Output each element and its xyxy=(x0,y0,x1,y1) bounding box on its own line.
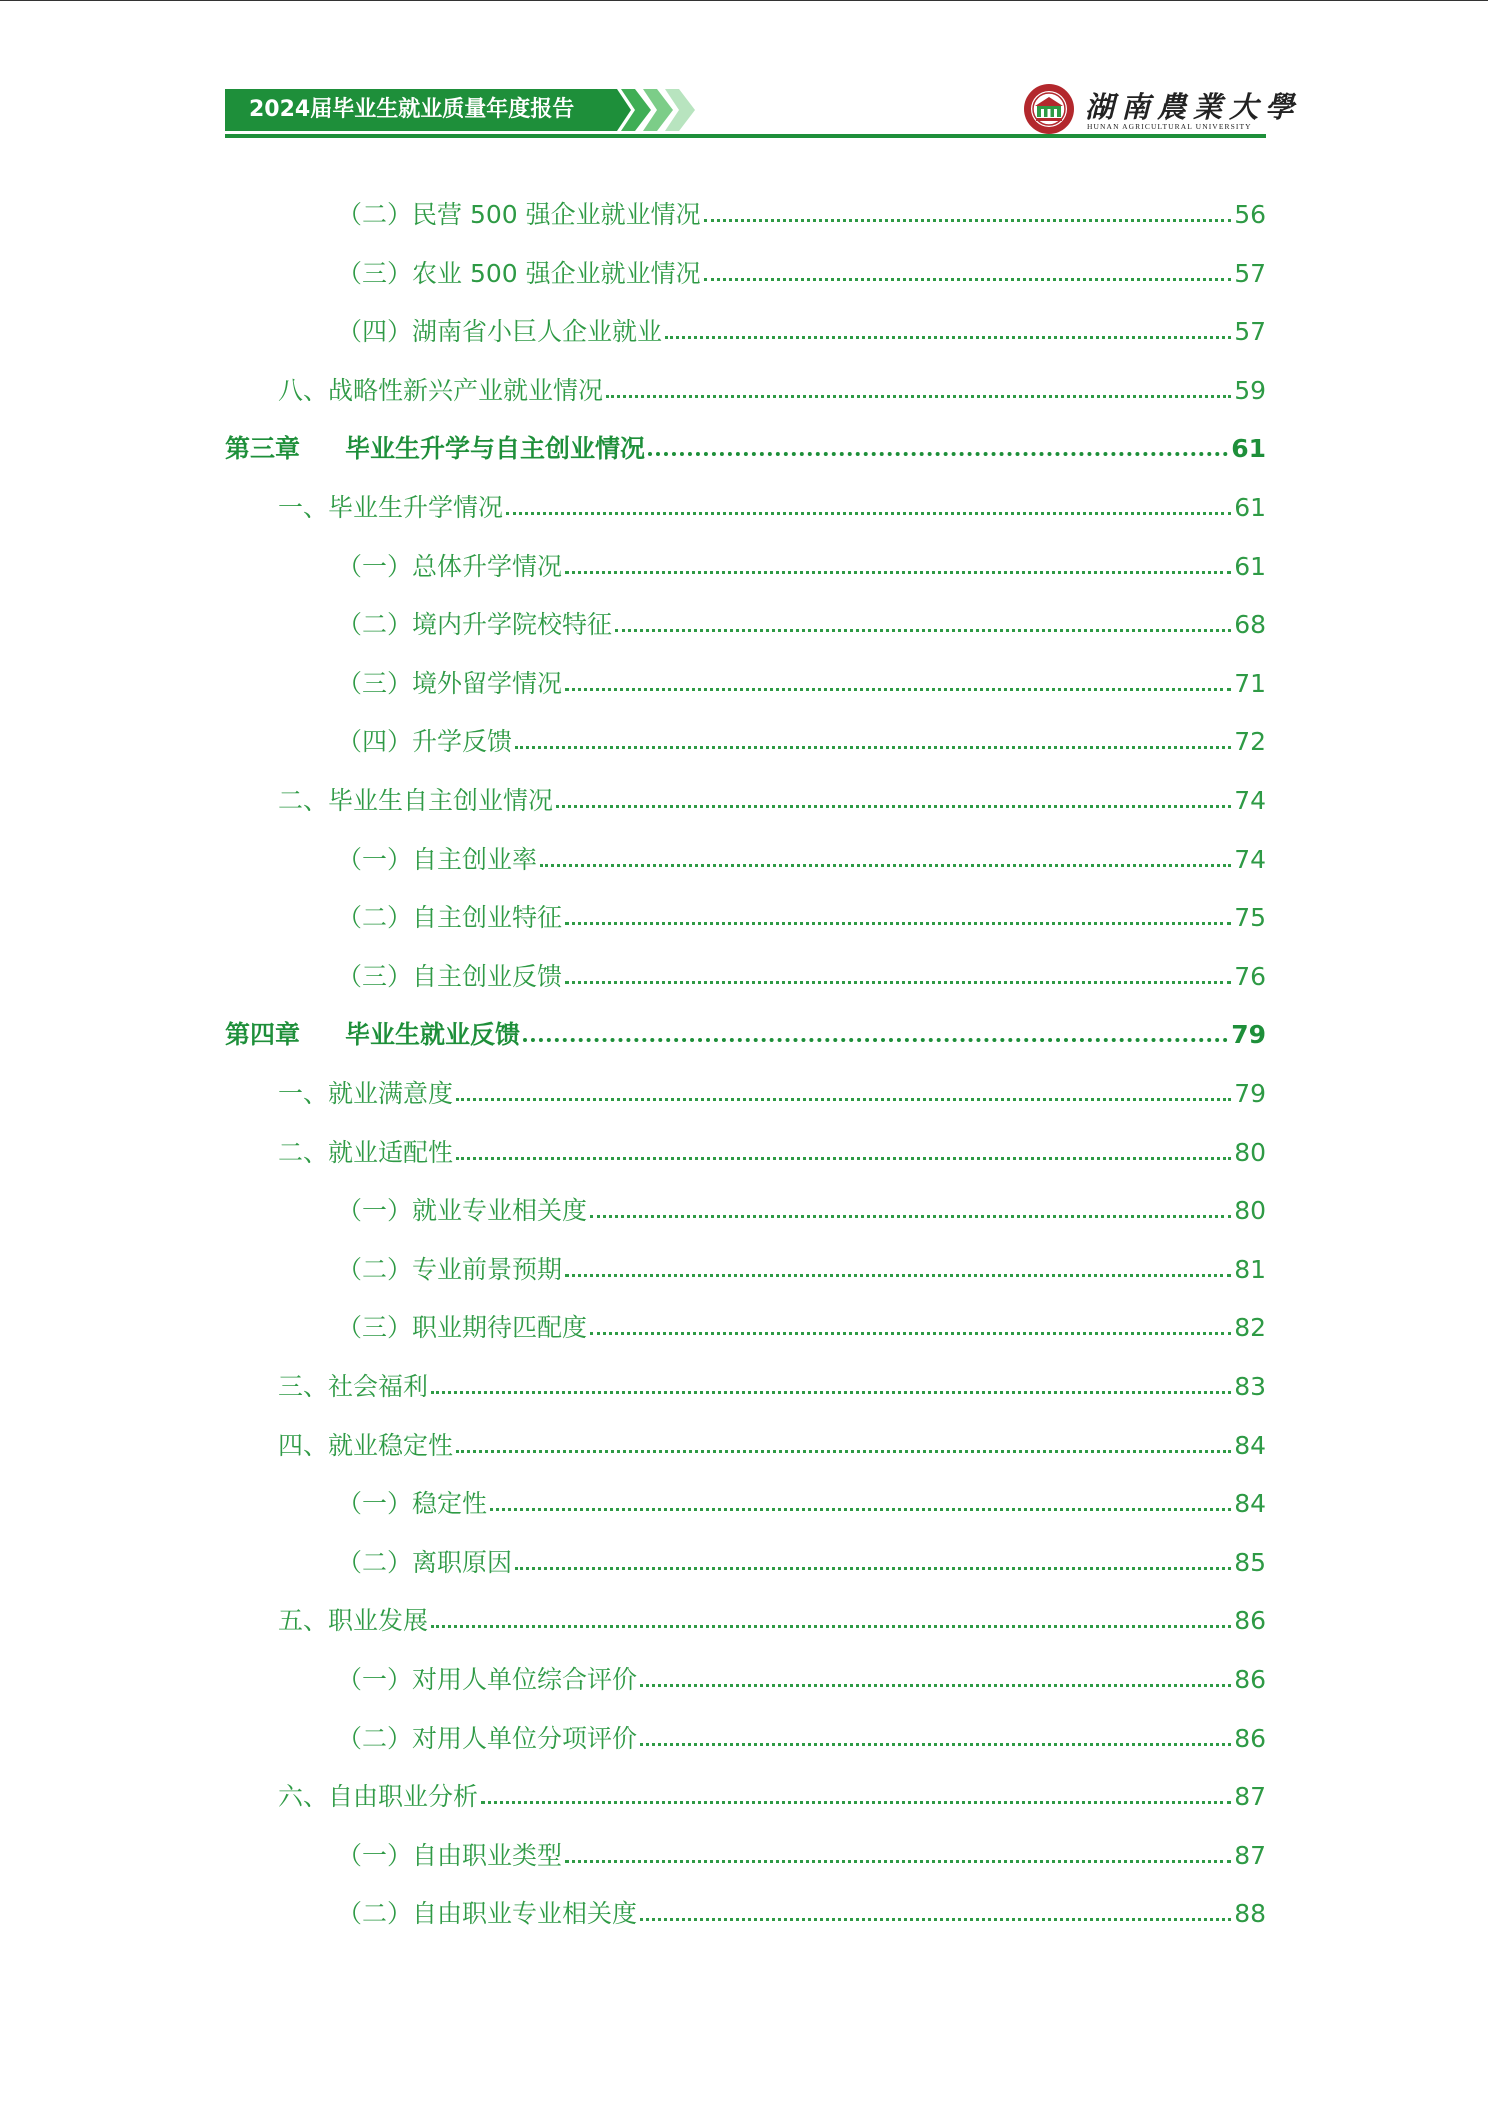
chapter-title: 毕业生升学与自主创业情况 xyxy=(345,434,646,464)
toc-entry[interactable] xyxy=(225,1245,1266,1285)
dot-leader xyxy=(565,922,1231,925)
dot-leader xyxy=(615,629,1231,632)
dot-leader xyxy=(523,1038,1228,1042)
toc-entry[interactable] xyxy=(225,893,1266,933)
dot-leader xyxy=(565,1860,1231,1863)
toc-entry-title: （二）对用人单位分项评价 xyxy=(337,1723,638,1753)
toc-page-number: 87 xyxy=(1234,1782,1266,1812)
dot-leader xyxy=(640,1918,1231,1921)
toc-entry[interactable] xyxy=(225,1714,1266,1754)
toc-page-number: 74 xyxy=(1234,786,1266,815)
toc-page-number: 85 xyxy=(1234,1547,1266,1577)
dot-leader xyxy=(515,746,1231,749)
toc-entry-title: （一）对用人单位综合评价 xyxy=(337,1665,638,1694)
toc-entry-title: （一）稳定性 xyxy=(337,1489,488,1519)
toc-page-number: 88 xyxy=(1234,1899,1266,1929)
dot-leader xyxy=(506,512,1231,515)
dot-leader xyxy=(565,981,1231,984)
dot-leader xyxy=(565,688,1231,691)
university-name-en: HUNAN AGRICULTURAL UNIVERSITY xyxy=(1087,122,1252,131)
toc-page-number: 61 xyxy=(1234,551,1266,581)
dot-leader xyxy=(431,1391,1231,1394)
toc-entry-title: （三）境外留学情况 xyxy=(337,668,563,698)
toc-page-number: 75 xyxy=(1234,903,1266,933)
chapter-label: 第四章 xyxy=(225,1020,301,1050)
dot-leader xyxy=(590,1332,1231,1335)
toc-entry-title: 一、毕业生升学情况 xyxy=(278,493,504,522)
toc-entry[interactable] xyxy=(225,1303,1266,1343)
toc-chapter-entry[interactable] xyxy=(225,1010,1266,1050)
toc-entry-title: （四）湖南省小巨人企业就业 xyxy=(337,317,663,347)
toc-entry-title: 八、战略性新兴产业就业情况 xyxy=(278,375,604,405)
dot-leader xyxy=(540,864,1231,867)
toc-page-number: 81 xyxy=(1234,1254,1266,1284)
toc-entry[interactable] xyxy=(225,1889,1266,1929)
toc-page-number: 74 xyxy=(1234,844,1266,874)
toc-page-number: 79 xyxy=(1234,1079,1266,1108)
toc-page-number: 80 xyxy=(1234,1196,1266,1226)
toc-entry-title: （一）总体升学情况 xyxy=(337,551,563,581)
toc-entry-title: 五、职业发展 xyxy=(278,1606,429,1636)
toc-entry-title: （二）自由职业专业相关度 xyxy=(337,1899,638,1929)
toc-entry-title: （二）境内升学院校特征 xyxy=(337,610,613,640)
chapter-title: 毕业生就业反馈 xyxy=(345,1020,521,1050)
toc-entry-title: 二、毕业生自主创业情况 xyxy=(278,786,554,815)
toc-entry-title: （一）就业专业相关度 xyxy=(337,1196,588,1226)
dot-leader xyxy=(431,1625,1231,1628)
toc-entry-title: （二）离职原因 xyxy=(337,1547,513,1577)
toc-entry-title: 六、自由职业分析 xyxy=(278,1782,479,1812)
toc-entry[interactable] xyxy=(225,249,1266,289)
toc-page-number: 80 xyxy=(1234,1137,1266,1167)
toc-entry[interactable] xyxy=(225,1596,1266,1636)
toc-entry-title: （二）自主创业特征 xyxy=(337,903,563,933)
toc-entry[interactable] xyxy=(225,542,1266,582)
toc-entry[interactable] xyxy=(225,1479,1266,1519)
chevron-arrows-icon xyxy=(605,89,715,131)
toc-entry-title xyxy=(225,434,645,464)
dot-leader xyxy=(490,1508,1231,1511)
dot-leader xyxy=(590,1215,1231,1218)
dot-leader xyxy=(640,1743,1231,1746)
toc-page-number: 71 xyxy=(1234,668,1266,698)
toc-chapter-entry[interactable] xyxy=(225,424,1266,464)
toc-entry[interactable] xyxy=(225,717,1266,757)
toc-entry[interactable] xyxy=(225,307,1266,347)
university-seal-icon xyxy=(1023,83,1075,135)
dot-leader xyxy=(481,1801,1231,1804)
toc-entry[interactable] xyxy=(225,600,1266,640)
dot-leader xyxy=(606,395,1231,398)
toc-entry[interactable] xyxy=(225,1772,1266,1812)
toc-entry[interactable] xyxy=(225,835,1266,875)
toc-page-number: 86 xyxy=(1234,1665,1266,1694)
toc-entry-title: （三）自主创业反馈 xyxy=(337,961,563,991)
toc-entry[interactable] xyxy=(225,659,1266,699)
toc-entry-title: （二）民营 500 强企业就业情况 xyxy=(337,200,701,229)
toc-page-number: 86 xyxy=(1234,1606,1266,1636)
toc-entry[interactable] xyxy=(225,1655,1266,1695)
toc-page-number: 57 xyxy=(1234,317,1266,347)
dot-leader xyxy=(640,1684,1231,1687)
toc-entry[interactable] xyxy=(225,1128,1266,1168)
dot-leader xyxy=(515,1567,1231,1570)
toc-page-number: 68 xyxy=(1234,610,1266,640)
university-logo xyxy=(1023,83,1302,133)
toc-entry-title: （一）自由职业类型 xyxy=(337,1840,563,1870)
toc-page-number: 72 xyxy=(1234,727,1266,757)
toc-entry-title xyxy=(225,1020,520,1050)
toc-entry[interactable] xyxy=(225,1362,1266,1402)
toc-page-number: 82 xyxy=(1234,1313,1266,1343)
toc-page-number: 86 xyxy=(1234,1723,1266,1753)
dot-leader xyxy=(565,1274,1231,1277)
dot-leader xyxy=(665,336,1231,339)
toc-page-number: 57 xyxy=(1234,258,1266,288)
dot-leader xyxy=(456,1450,1231,1453)
toc-entry-title: 一、就业满意度 xyxy=(278,1079,454,1108)
dot-leader xyxy=(456,1098,1231,1101)
dot-leader xyxy=(565,571,1231,574)
toc-entry-title: 四、就业稳定性 xyxy=(278,1430,454,1460)
toc-page-number: 56 xyxy=(1234,200,1266,229)
university-name: 湖南農業大學 xyxy=(1085,90,1302,124)
toc-page-number: 61 xyxy=(1234,493,1266,522)
toc-entry[interactable] xyxy=(225,483,1266,523)
page-header xyxy=(225,83,1302,139)
toc-entry-title: （四）升学反馈 xyxy=(337,727,513,757)
dot-leader xyxy=(648,452,1228,456)
toc-entry[interactable] xyxy=(225,1186,1266,1226)
toc-page-number: 59 xyxy=(1234,375,1266,405)
toc-entry[interactable] xyxy=(225,1069,1266,1109)
toc-page-number: 84 xyxy=(1234,1430,1266,1460)
dot-leader xyxy=(456,1157,1231,1160)
report-title: 2024届毕业生就业质量年度报告 xyxy=(249,97,575,122)
dot-leader xyxy=(704,219,1232,222)
toc-entry-title: （三）职业期待匹配度 xyxy=(337,1313,588,1343)
toc-page-number: 84 xyxy=(1234,1489,1266,1519)
dot-leader xyxy=(556,805,1231,808)
header-rule xyxy=(225,134,1266,138)
toc-entry[interactable] xyxy=(225,190,1266,230)
toc-entry[interactable] xyxy=(225,776,1266,816)
toc-entry-title: （二）专业前景预期 xyxy=(337,1254,563,1284)
toc-entry[interactable] xyxy=(225,1538,1266,1578)
toc-entry-title: （三）农业 500 强企业就业情况 xyxy=(337,258,701,288)
toc-entry[interactable] xyxy=(225,952,1266,992)
toc-entry[interactable] xyxy=(225,1831,1266,1871)
toc-page-number: 79 xyxy=(1231,1020,1266,1050)
toc-page-number: 87 xyxy=(1234,1840,1266,1870)
toc-entry-title: 三、社会福利 xyxy=(278,1372,429,1401)
toc-entry[interactable] xyxy=(225,1421,1266,1461)
toc-page-number: 61 xyxy=(1231,434,1266,464)
chapter-label: 第三章 xyxy=(225,434,301,464)
toc-page-number: 83 xyxy=(1234,1372,1266,1401)
toc-entry[interactable] xyxy=(225,366,1266,406)
toc-entry-title: （一）自主创业率 xyxy=(337,844,538,874)
report-title-banner xyxy=(225,89,615,131)
toc-entry-title: 二、就业适配性 xyxy=(278,1137,454,1167)
toc-page-number: 76 xyxy=(1234,961,1266,991)
dot-leader xyxy=(704,278,1232,281)
